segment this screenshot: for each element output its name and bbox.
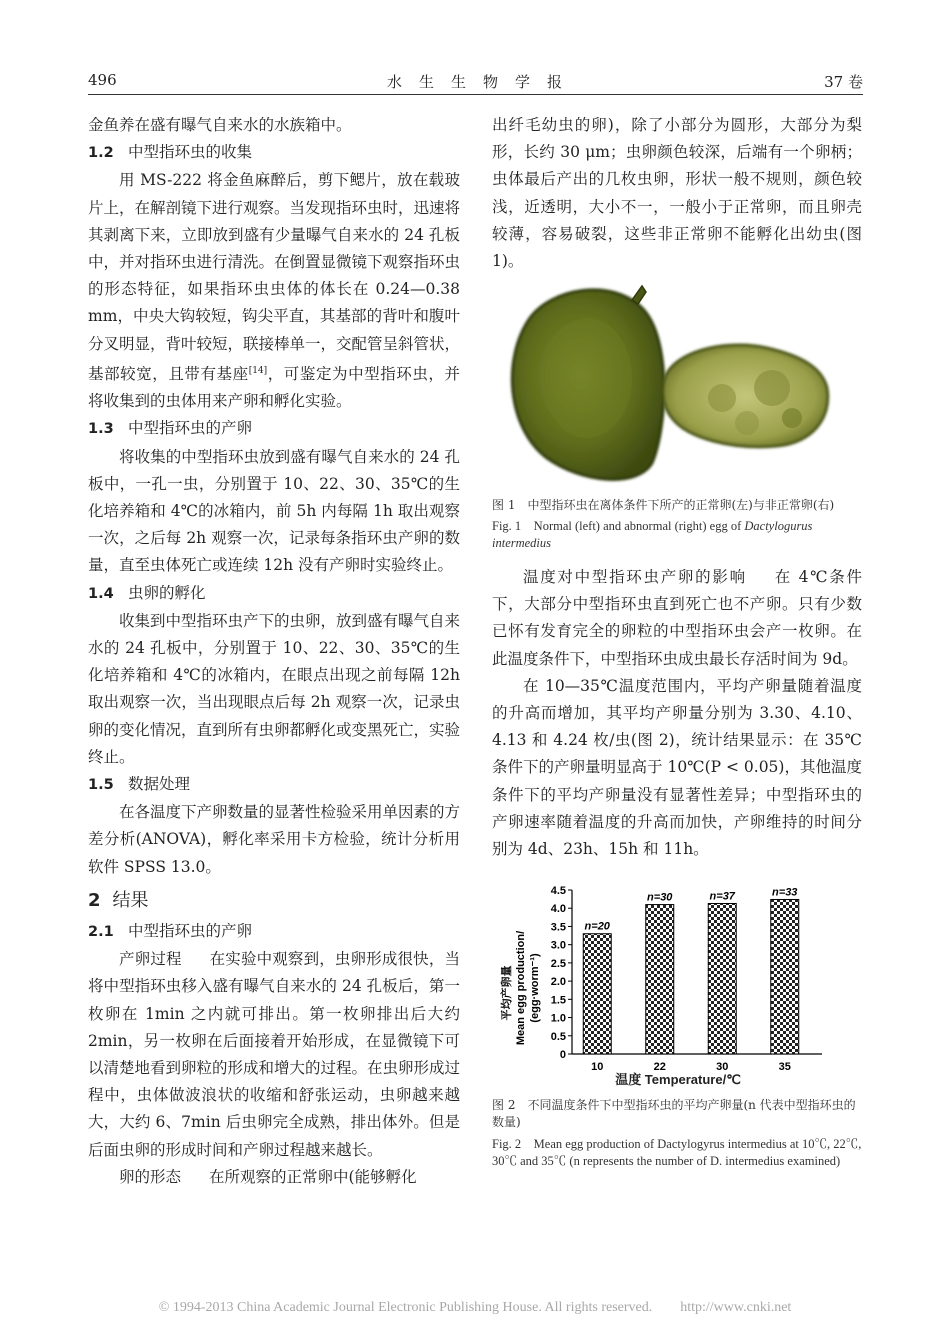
section-heading: [88, 415, 460, 443]
paragraph: [88, 167, 460, 415]
abnormal-egg: [663, 345, 828, 447]
paragraph-text: ，可鉴定为中型指环虫，并将收集到的虫体用来产卵和孵化实验。: [88, 364, 460, 411]
citation: [14]: [248, 365, 268, 376]
y-tick-label: 0.5: [550, 1030, 566, 1043]
copyright-footer: © 1994-2013 China Academic Journal Electronic Publishing House. All rights reserved. http://www.cnki.net: [158, 1300, 792, 1315]
y-axis-label-en: Mean egg production/: [515, 930, 527, 1046]
section-heading: [88, 139, 460, 167]
section-heading: [88, 771, 460, 799]
figure-1-caption-en: [492, 518, 864, 552]
volume-label: 37 卷: [824, 73, 863, 91]
section-title: 虫卵的孵化: [128, 583, 206, 602]
section-title: 中型指环虫的产卵: [128, 922, 253, 941]
x-tick-label: 10: [591, 1061, 604, 1073]
y-tick-label: 4.5: [550, 885, 566, 897]
bar: [771, 899, 799, 1054]
figure-2-caption-en: Fig. 2 Mean egg production of Dactylogyrus intermedius at 10℃, 22℃, 30℃ and 35℃ (n represents the number of D. intermedius examined): [492, 1137, 862, 1168]
x-tick-label: 22: [653, 1061, 666, 1073]
paragraph: 在各温度下产卵数量的显著性检验采用单因素的方差分析(ANOVA)，孵化率采用卡方检验，统计分析用软件 SPSS 13.0。: [88, 803, 461, 876]
paragraph-text: 在所观察的正常卵中(能够孵化: [209, 1167, 417, 1186]
y-axis-label-cn: 平均产卵量: [501, 965, 513, 1021]
section-number: 1.2: [88, 145, 114, 162]
section-number: 1.3: [88, 421, 114, 438]
section-number: 2: [88, 889, 101, 911]
figure-2-bar-chart: [492, 878, 864, 1088]
paragraph: 将收集的中型指环虫放到盛有曝气自来水的 24 孔板中，一孔一虫，分别置于 10、22、30、35℃的生化培养箱和 4℃的冰箱内，前 5h 内每隔 1h 取出观察一次，之后每 2h 观察一次，记录每条指环虫产卵的数量，直至虫体死亡或连续 12h 没有产卵时实验终止。: [88, 447, 460, 575]
bar-label: n=30: [647, 891, 673, 904]
run-in-heading: 产卵过程: [119, 950, 182, 969]
caption-text: Fig. 1 Normal (left) and abnormal (right) egg of: [492, 519, 745, 533]
paragraph: 在 10—35℃温度范围内，平均产卵量随着温度的升高而增加，其平均产卵量分别为 3.30、4.10、4.13 和 4.24 枚/虫(图 2)，统计结果显示：在 35℃条件下的产卵量明显高于 10℃(P < 0.05)，其他温度条件下的平均产卵量没有显著性差异；中型指环虫的产卵速率随着温度的升高而加快，产卵维持的时间分别为 4d、23h、15h 和 11h。: [492, 676, 862, 859]
figure-2-caption-cn: 图 2 不同温度条件下中型指环虫的平均产卵量(n 代表中型指环虫的数量): [492, 1098, 856, 1129]
journal-title: 水 生 生 物 学 报: [386, 73, 563, 91]
paragraph: 收集到中型指环虫产下的虫卵，放到盛有曝气自来水的 24 孔板中，分别置于 10、22、30、35℃的生化培养箱和 4℃的冰箱内，在眼点出现之前每隔 12h 取出观察一次，当出现眼点后每 2h 观察一次，记录虫卵的变化情况，直到所有虫卵都孵化或变黑死亡，实验终止。: [88, 611, 461, 766]
run-in-heading: 温度对中型指环虫产卵的影响: [523, 568, 747, 586]
section-title: 中型指环虫的产卵: [128, 419, 253, 438]
figure-1-micrograph: [492, 278, 862, 488]
section-heading: [88, 918, 460, 946]
y-tick-label: 2.0: [550, 976, 566, 989]
paragraph: 出纤毛幼虫的卵)，除了小部分为圆形，大部分为梨形，长约 30 μm；虫卵颜色较深，后端有一个卵柄；虫体最后产出的几枚虫卵，形状一般不规则，颜色较浅，近透明，大小不一，一般小于正常卵，而且卵壳较薄，容易破裂，这些非正常卵不能孵化出幼虫(图 1)。: [492, 116, 862, 271]
left-column: [88, 112, 460, 1191]
paragraph: [88, 1164, 460, 1191]
run-in-heading: 卵的形态: [119, 1167, 182, 1186]
page-number: 496: [88, 71, 117, 89]
header-rule: [88, 94, 863, 95]
section-number: 1.5: [88, 777, 114, 794]
bar-label: n=20: [584, 920, 610, 933]
y-axis-unit: (egg·worm⁻¹): [529, 953, 541, 1023]
bar: [708, 903, 736, 1054]
section-number: 1.4: [88, 585, 114, 602]
y-tick-label: 2.5: [550, 957, 566, 970]
paragraph: 金鱼养在盛有曝气自来水的水族箱中。: [88, 116, 352, 134]
bar: [646, 905, 674, 1054]
section-title: 结果: [112, 889, 149, 911]
paragraph-text: 在 4℃条件下，大部分中型指环虫直到死亡也不产卵。只有少数已怀有发育完全的卵粒的中型指环虫会产一枚卵。在此温度条件下，中型指环虫成虫最长存活时间为 9d。: [492, 568, 862, 668]
y-tick-label: 0: [559, 1049, 566, 1061]
right-column-top: [492, 112, 862, 275]
right-column-middle: [492, 564, 862, 863]
section-title: 中型指环虫的收集: [128, 143, 253, 162]
section-number: 2.1: [88, 924, 114, 941]
paragraph-text: 用 MS-222 将金鱼麻醉后，剪下鳃片，放在载玻片上，在解剖镜下进行观察。当发现指环虫时，迅速将其剥离下来，立即放到盛有少量曝气自来水的 24 孔板中，并对指环虫进行清洗。在倒置显微镜下观察指环虫的形态特征，如果指环虫虫体的体长在 0.24—0.38 mm，中央大钩较短，钩尖平直，其基部的背叶和腹叶分叉明显，背叶较短，联接棒单一，交配管呈斜管状，基部较宽，且带有基座: [88, 171, 461, 383]
x-axis-label: 温度 Temperature/℃: [615, 1072, 741, 1087]
y-tick-label: 1.5: [550, 994, 566, 1007]
y-tick-label: 4.0: [550, 903, 566, 916]
section-heading-main: [88, 887, 460, 914]
species-name: Dactylogurus intermedius: [492, 519, 813, 550]
paragraph: [88, 946, 460, 1164]
bar-label: n=37: [709, 890, 735, 903]
y-tick-label: 1.0: [550, 1012, 566, 1025]
section-title: 数据处理: [128, 775, 191, 794]
y-tick-label: 3.5: [550, 921, 566, 934]
chart-bars: [583, 886, 799, 1054]
x-tick-label: 35: [778, 1061, 791, 1073]
section-heading: [88, 580, 460, 608]
bar-label: n=33: [772, 886, 798, 899]
paragraph: [492, 564, 862, 673]
y-tick-label: 3.0: [550, 939, 566, 952]
figure-1-caption-cn: 图 1 中型指环虫在离体条件下所产的正常卵(左)与非正常卵(右): [492, 498, 835, 512]
x-tick-label: 30: [716, 1061, 729, 1073]
bar: [583, 934, 611, 1054]
paragraph-text: 在实验中观察到，虫卵形成很快，当将中型指环虫移入盛有曝气自来水的 24 孔板后，第一枚卵在 1min 之内就可排出。第一枚卵排出后大约 2min，另一枚卵在后面接着开始形成，在显微镜下可以清楚地看到卵粒的形成和增大的过程。在虫卵形成过程中，虫体做波浪状的收缩和舒张运动，虫卵越来越大，大约 6、7min 后虫卵完全成熟，排出体外。但是后面虫卵的形成时间和产卵过程越来越长。: [88, 950, 461, 1159]
